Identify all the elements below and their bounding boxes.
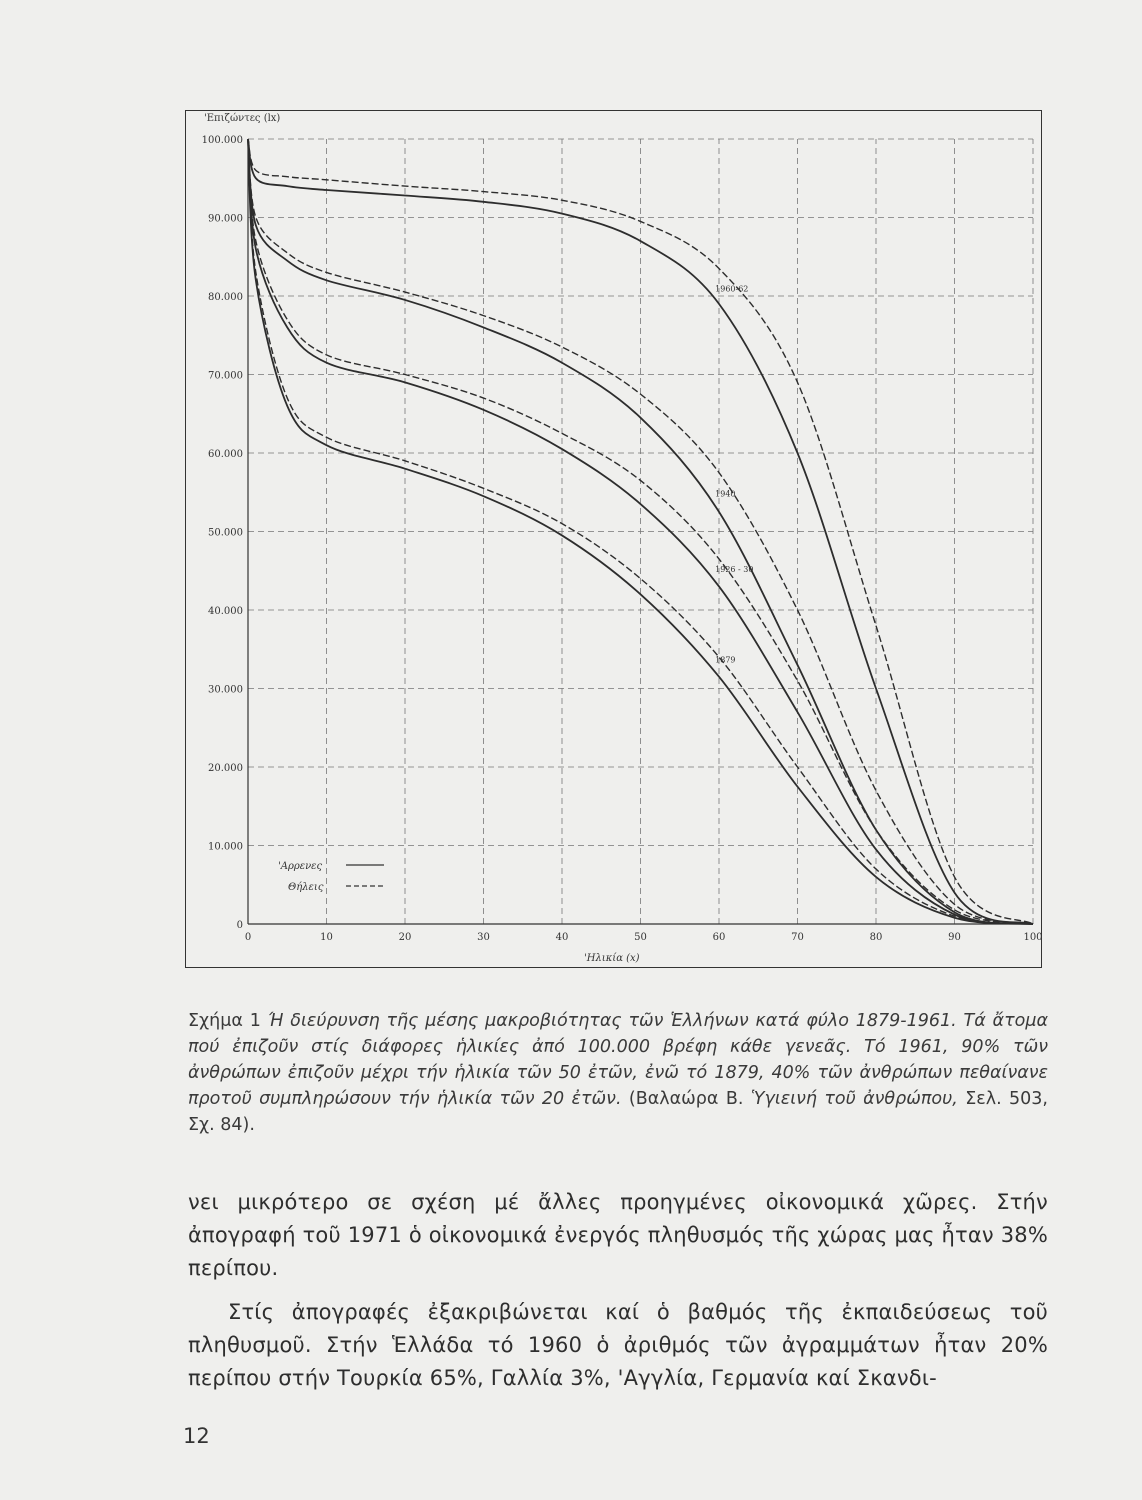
x-tick-label: 90: [948, 932, 961, 943]
x-tick-label: 40: [555, 932, 569, 943]
x-tick-label: 60: [712, 932, 726, 943]
x-tick-label: 100: [1023, 932, 1043, 943]
caption-reference-author: (Βαλαώρα Β.: [621, 1089, 751, 1109]
figure-caption: [188, 1008, 1048, 1138]
legend-male-label: 'Αρρενες: [278, 861, 323, 872]
y-tick-label: 60.000: [208, 449, 243, 460]
y-tick-label: 90.000: [208, 213, 243, 225]
x-tick-label: 0: [244, 932, 252, 943]
y-tick-label: 20.000: [208, 763, 243, 774]
x-tick-label: 10: [320, 932, 333, 943]
y-axis-title: 'Επιζώντες (lx): [204, 113, 281, 124]
chart-axes: [202, 135, 1043, 943]
x-tick-label: 70: [791, 932, 804, 943]
survival-chart: [186, 111, 1043, 969]
y-tick-label: 10.000: [208, 841, 243, 853]
y-tick-label: 50.000: [208, 527, 243, 539]
caption-reference-end: Σελ. 503, Σχ. 84).: [188, 1089, 1048, 1135]
body-paragraph-1: νει μικρότερο σε σχέση μέ ἄλλες προηγμένες οἰκονομικά χῶρες. Στήν ἀπογραφή τοῦ 1971 ὁ οἰκονομικά ἐνεργός πληθυσμός τῆς χώρας μας ἦταν 38% περίπου.: [188, 1190, 1048, 1280]
series-label: 1926 - 30: [715, 565, 754, 575]
page-number: 12: [183, 1424, 210, 1448]
caption-prefix: Σχήμα 1: [188, 1011, 268, 1031]
x-tick-label: 30: [477, 932, 490, 943]
y-tick-label: 70.000: [208, 370, 243, 382]
x-tick-label: 20: [398, 932, 412, 943]
y-tick-label: 40.000: [208, 606, 243, 617]
x-tick-label: 80: [869, 932, 883, 943]
series-label: 1879: [715, 655, 736, 665]
body-paragraph-2: Στίς ἀπογραφές ἐξακριβώνεται καί ὁ βαθμός τῆς ἐκπαιδεύσεως τοῦ πληθυσμοῦ. Στήν Ἑλλάδα τό 1960 ὁ ἀριθμός τῶν ἀγραμμάτων ἦταν 20% περίπου στήν Τουρκία 65%, Γαλλία 3%, 'Αγγλία, Γερμανία καί Σκανδι-: [188, 1300, 1048, 1390]
caption-reference-title: Ὑγιεινή τοῦ ἀνθρώπου,: [750, 1089, 958, 1109]
life-table-figure: [185, 110, 1042, 968]
y-tick-label: 80.000: [208, 292, 243, 303]
legend: [278, 861, 384, 893]
chart-grid: [248, 139, 1033, 924]
y-tick-label: 0: [236, 920, 243, 931]
series-label: 1960-62: [715, 284, 749, 294]
x-axis-title: 'Ηλικία (x): [584, 953, 640, 964]
x-tick-label: 50: [634, 932, 647, 943]
y-tick-label: 30.000: [208, 684, 243, 696]
legend-female-label: Θήλεις: [288, 882, 324, 893]
series-label: 1940: [715, 489, 736, 499]
caption-text: Ή διεύρυνση τῆς μέσης μακροβιότητας τῶν Ἑλλήνων κατά φύλο 1879-1961. Τά ἄτομα πού ἐπιζοῦν στίς διάφορες ἡλικίες ἀπό 100.000 βρέφη κάθε γενεᾶς. Τό 1961, 90% τῶν ἀνθρώπων ἐπιζοῦν μέχρι τήν ἡλικία τῶν 50 ἐτῶν, ἐνῶ τό 1879, 40% τῶν ἀνθρώπων πεθαίνανε προτοῦ συμπληρώσουν τήν ἡλικία τῶν 20 ἐτῶν.: [188, 1011, 1049, 1109]
y-tick-label: 100.000: [201, 135, 243, 146]
